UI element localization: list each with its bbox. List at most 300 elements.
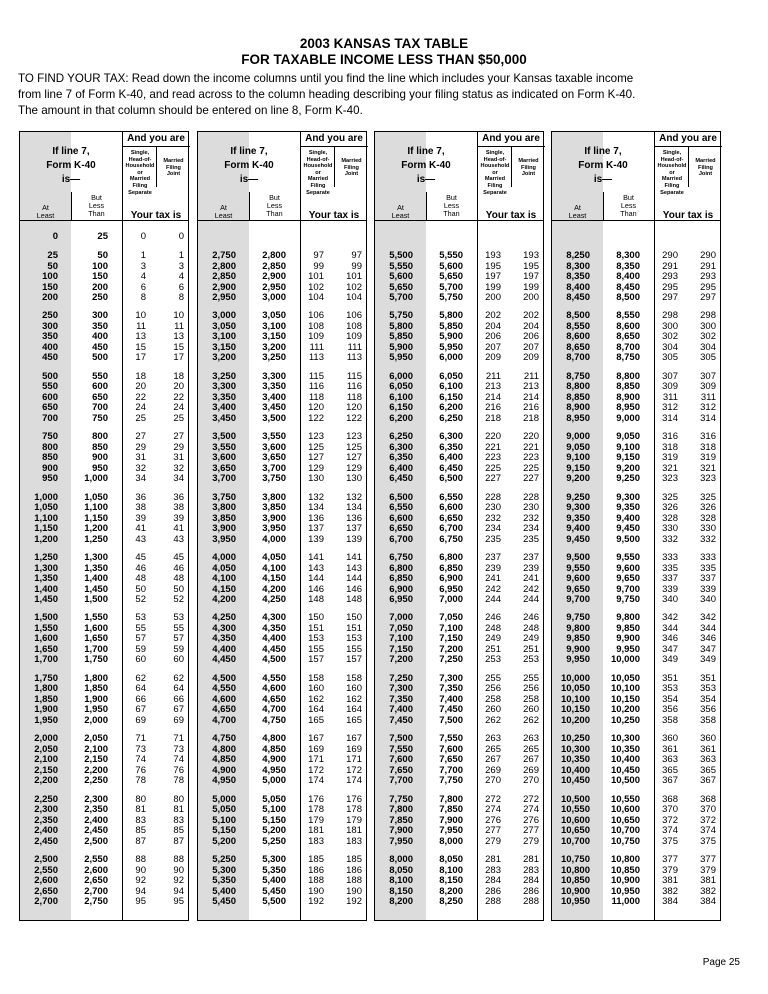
at-least-value: 3,150 — [212, 341, 236, 353]
less-than-value: 9,350 — [616, 502, 640, 514]
less-than-value: 3,000 — [262, 292, 286, 303]
married-tax-value: 255 — [523, 672, 539, 684]
table-row — [198, 574, 366, 585]
at-least-value: 10,700 — [560, 835, 590, 847]
less-than-value: 9,800 — [616, 612, 640, 624]
at-least-value: 9,450 — [566, 533, 590, 545]
single-tax-value: 272 — [485, 793, 501, 805]
married-tax-value: 374 — [700, 825, 716, 837]
married-tax-value: 102 — [346, 281, 362, 293]
married-tax-value: 29 — [173, 441, 184, 453]
table-row — [375, 837, 543, 848]
less-than-value: 10,850 — [610, 864, 640, 876]
less-than-value: 5,400 — [262, 875, 286, 886]
header-single-text: or — [315, 169, 321, 176]
less-than-value: 6,950 — [439, 583, 463, 595]
single-tax-value: 148 — [308, 594, 324, 605]
less-than-value: 7,250 — [439, 654, 463, 666]
less-than-value: 9,000 — [616, 412, 640, 424]
single-tax-value: 137 — [308, 523, 324, 535]
single-tax-value: 162 — [308, 693, 324, 705]
single-tax-value: 153 — [308, 633, 324, 645]
less-than-value: 3,950 — [262, 523, 286, 535]
married-tax-value: 211 — [523, 370, 539, 382]
header-single-text: Household — [480, 163, 510, 170]
single-tax-value: 67 — [135, 704, 146, 716]
single-tax-value: 38 — [135, 502, 146, 514]
less-than-value: 3,800 — [262, 491, 286, 503]
less-than-value: 8,800 — [616, 370, 640, 382]
table-row — [198, 553, 366, 564]
at-least-value: 1,500 — [34, 612, 58, 624]
tax-table — [374, 131, 544, 921]
single-tax-value: 304 — [662, 341, 678, 353]
single-tax-value: 267 — [485, 754, 501, 766]
married-tax-value: 83 — [173, 814, 184, 826]
header-single-text: Filing — [132, 182, 148, 189]
single-tax-value: 293 — [662, 271, 678, 282]
married-tax-value: 284 — [523, 875, 539, 886]
single-tax-value: 248 — [485, 622, 501, 634]
married-tax-value: 199 — [523, 281, 539, 293]
at-least-value: 8,500 — [566, 310, 590, 322]
married-tax-value: 221 — [523, 441, 539, 453]
less-than-value: 6,600 — [439, 502, 463, 514]
document-subtitle: FOR TAXABLE INCOME LESS THAN $50,000 — [241, 52, 527, 67]
less-than-value: 3,900 — [262, 512, 286, 524]
single-tax-value: 81 — [135, 804, 146, 816]
less-than-value: 7,600 — [439, 743, 463, 755]
at-least-value: 5,850 — [389, 331, 413, 343]
header-single-text: Separate — [483, 189, 507, 196]
at-least-value: 7,600 — [389, 754, 413, 766]
at-least-value: 6,250 — [389, 431, 413, 443]
less-than-value: 3,350 — [262, 381, 286, 393]
less-than-value: 6,750 — [439, 533, 463, 545]
at-least-value: 7,000 — [389, 612, 413, 624]
married-tax-value: 111 — [347, 341, 362, 353]
married-tax-value: 76 — [173, 764, 184, 776]
married-tax-value: 272 — [523, 793, 539, 805]
less-than-value: 7,100 — [439, 622, 463, 634]
less-than-value: 2,200 — [84, 764, 108, 776]
single-tax-value: 87 — [135, 835, 146, 847]
less-than-value: 300 — [92, 310, 108, 322]
single-tax-value: 356 — [662, 704, 678, 716]
at-least-value: 4,950 — [212, 775, 236, 787]
single-tax-value: 157 — [308, 654, 324, 666]
less-than-value: 3,200 — [262, 341, 286, 353]
single-tax-value: 22 — [135, 391, 146, 403]
married-tax-value: 281 — [523, 854, 539, 865]
married-tax-value: 171 — [346, 754, 362, 766]
single-tax-value: 207 — [485, 341, 501, 353]
header-at-least-text: Least — [214, 211, 233, 220]
single-tax-value: 83 — [135, 814, 146, 826]
less-than-value: 4,350 — [262, 622, 286, 634]
married-tax-value: 50 — [173, 583, 184, 595]
single-tax-value: 39 — [135, 512, 146, 524]
at-least-value: 10,600 — [560, 814, 590, 826]
less-than-value: 2,450 — [84, 825, 108, 837]
table-row — [198, 876, 366, 887]
at-least-value: 2,150 — [34, 764, 58, 776]
single-tax-value: 185 — [308, 854, 324, 865]
single-tax-value: 102 — [308, 281, 324, 293]
single-tax-value: 295 — [662, 281, 678, 293]
married-tax-value: 162 — [346, 693, 362, 705]
table-row — [375, 251, 543, 262]
at-least-value: 10,500 — [560, 793, 590, 805]
less-than-value: 7,950 — [439, 825, 463, 837]
married-tax-value: 279 — [523, 835, 539, 847]
single-tax-value: 13 — [135, 331, 146, 343]
less-than-value: 8,000 — [439, 835, 463, 847]
single-tax-value: 375 — [662, 835, 678, 847]
at-least-value: 5,150 — [212, 825, 236, 837]
married-tax-value: 80 — [173, 793, 184, 805]
less-than-value: 10,100 — [610, 683, 640, 695]
at-least-value: 10,150 — [560, 704, 590, 716]
married-tax-value: 1 — [178, 250, 184, 261]
at-least-value: 5,350 — [212, 875, 236, 886]
single-tax-value: 363 — [662, 754, 678, 766]
married-tax-value: 242 — [523, 583, 539, 595]
at-least-value: 450 — [42, 352, 58, 364]
header-at-least — [552, 204, 603, 220]
single-tax-value: 123 — [308, 431, 324, 443]
married-tax-value: 155 — [346, 643, 362, 655]
table-row — [375, 595, 543, 606]
married-tax-value: 59 — [173, 643, 184, 655]
single-tax-value: 6 — [140, 281, 146, 293]
married-tax-value: 228 — [523, 491, 539, 503]
table-row — [20, 876, 188, 887]
single-tax-value: 146 — [308, 583, 324, 595]
married-tax-value: 134 — [346, 502, 362, 514]
single-tax-value: 50 — [135, 583, 146, 595]
single-tax-value: 339 — [662, 583, 678, 595]
single-tax-value: 365 — [662, 764, 678, 776]
married-tax-value: 122 — [346, 412, 362, 424]
married-tax-value: 181 — [346, 825, 362, 837]
less-than-value: 1,050 — [84, 491, 108, 503]
single-tax-value: 25 — [135, 412, 146, 424]
less-than-value: 7,750 — [439, 775, 463, 787]
married-tax-value: 291 — [700, 260, 716, 272]
less-than-value: 2,000 — [84, 714, 108, 726]
less-than-value: 10,650 — [610, 814, 640, 826]
less-than-value: 4,700 — [262, 704, 286, 716]
at-least-value: 2,800 — [212, 260, 236, 272]
header-but-less-text: Less — [443, 201, 460, 210]
less-than-value: 5,100 — [262, 804, 286, 816]
less-than-value: 10,900 — [610, 875, 640, 886]
less-than-value: 1,850 — [84, 683, 108, 695]
married-tax-value: 174 — [346, 775, 362, 787]
header-your-tax-is: Your tax is — [130, 210, 182, 221]
married-tax-value: 41 — [173, 523, 184, 535]
table-row — [198, 535, 366, 546]
single-tax-value: 17 — [135, 352, 146, 364]
married-tax-value: 116 — [346, 381, 362, 393]
single-tax-value: 321 — [662, 462, 678, 474]
at-least-value: 2,550 — [34, 864, 58, 876]
married-tax-value: 232 — [523, 512, 539, 524]
married-tax-value: 115 — [346, 370, 362, 382]
less-than-value: 7,050 — [439, 612, 463, 624]
header-married-joint — [689, 158, 722, 178]
less-than-value: 2,600 — [84, 864, 108, 876]
less-than-value: 5,350 — [262, 864, 286, 876]
at-least-value: 5,050 — [212, 804, 236, 816]
less-than-value: 10,300 — [610, 733, 640, 745]
married-tax-value: 137 — [346, 523, 362, 535]
single-tax-value: 125 — [308, 441, 324, 453]
at-least-value: 3,750 — [212, 491, 236, 503]
single-tax-value: 43 — [135, 533, 146, 545]
header-and-you-are: And you are — [305, 133, 363, 144]
header-single-text: Household — [125, 163, 155, 170]
header-single-text: Head-of- — [128, 156, 152, 163]
table-row — [20, 272, 188, 283]
married-tax-value: 6 — [178, 281, 184, 293]
header-but-less-text: But — [446, 193, 457, 202]
less-than-value: 9,900 — [616, 633, 640, 645]
single-tax-value: 172 — [308, 764, 324, 776]
header-if-line — [198, 145, 300, 187]
less-than-value: 900 — [92, 452, 108, 464]
single-tax-value: 330 — [662, 523, 678, 535]
at-least-value: 2,450 — [34, 835, 58, 847]
less-than-value: 2,950 — [262, 281, 286, 293]
header-and-you-are: And you are — [482, 133, 540, 144]
married-tax-value: 328 — [700, 512, 716, 524]
single-tax-value: 134 — [308, 502, 324, 514]
header-if-line-text: If line 7, — [407, 146, 445, 157]
married-tax-value: 4 — [178, 271, 184, 282]
single-tax-value: 106 — [308, 310, 324, 322]
less-than-value: 6,800 — [439, 552, 463, 563]
married-tax-value: 179 — [346, 814, 362, 826]
at-least-value: 4,600 — [212, 693, 236, 705]
header-if-line-text: is— — [593, 174, 613, 185]
married-tax-value: 190 — [346, 885, 362, 897]
single-tax-value: 260 — [485, 704, 501, 716]
single-tax-value: 382 — [662, 885, 678, 897]
header-if-line-text: If line 7, — [52, 146, 90, 157]
table-row — [198, 716, 366, 727]
less-than-value: 5,900 — [439, 331, 463, 343]
at-least-value: 3,300 — [212, 381, 236, 393]
married-tax-value: 53 — [173, 612, 184, 624]
header-if-line-text: Form K-40 — [46, 160, 96, 171]
married-tax-value: 192 — [346, 896, 362, 907]
header-but-less-than — [249, 194, 300, 218]
married-tax-value: 158 — [346, 672, 362, 684]
single-tax-value: 104 — [308, 292, 324, 303]
married-tax-value: 24 — [173, 402, 184, 414]
less-than-value: 1,750 — [84, 654, 108, 666]
married-tax-value: 353 — [700, 683, 716, 695]
at-least-value: 8,700 — [566, 352, 590, 364]
header-at-least — [20, 204, 71, 220]
married-tax-value: 351 — [700, 672, 716, 684]
married-tax-value: 136 — [346, 512, 362, 524]
table-row — [552, 716, 720, 727]
header-if-line-text: is— — [239, 174, 259, 185]
at-least-value: 1,200 — [34, 533, 58, 545]
at-least-value: 6,300 — [389, 441, 413, 453]
less-than-value: 10,800 — [610, 854, 640, 865]
single-tax-value: 120 — [308, 402, 324, 414]
less-than-value: 4,250 — [262, 594, 286, 605]
less-than-value: 7,650 — [439, 754, 463, 766]
married-tax-value: 10 — [173, 310, 184, 322]
less-than-value: 8,950 — [616, 402, 640, 414]
married-tax-value: 118 — [346, 391, 362, 403]
header-but-less-text: But — [91, 193, 102, 202]
less-than-value: 8,200 — [439, 885, 463, 897]
header-single-text: Household — [657, 163, 687, 170]
single-tax-value: 116 — [308, 381, 324, 393]
less-than-value: 8,900 — [616, 391, 640, 403]
less-than-value: 150 — [92, 271, 108, 282]
header-but-less-text: Than — [443, 209, 460, 218]
married-tax-value: 382 — [700, 885, 716, 897]
married-tax-value: 312 — [700, 402, 716, 414]
at-least-value: 5,250 — [212, 854, 236, 865]
at-least-value: 5,100 — [212, 814, 236, 826]
single-tax-value: 384 — [662, 896, 678, 907]
header-and-you-are: And you are — [659, 133, 717, 144]
at-least-value: 1,550 — [34, 622, 58, 634]
less-than-value: 2,550 — [84, 854, 108, 865]
less-than-value: 4,900 — [262, 754, 286, 766]
at-least-value: 8,000 — [389, 854, 413, 865]
at-least-value: 9,700 — [566, 594, 590, 605]
less-than-value: 10,350 — [610, 743, 640, 755]
less-than-value: 9,300 — [616, 491, 640, 503]
single-tax-value: 314 — [662, 412, 678, 424]
less-than-value: 3,850 — [262, 502, 286, 514]
married-tax-value: 209 — [523, 352, 539, 364]
table-row — [20, 574, 188, 585]
single-tax-value: 155 — [308, 643, 324, 655]
at-least-value: 4,350 — [212, 633, 236, 645]
table-row — [198, 655, 366, 666]
header-if-line-text: If line 7, — [230, 146, 268, 157]
less-than-value: 1,450 — [84, 583, 108, 595]
less-than-value: 1,650 — [84, 633, 108, 645]
single-tax-value: 41 — [135, 523, 146, 535]
married-tax-value: 241 — [523, 573, 539, 584]
married-tax-value: 60 — [173, 654, 184, 666]
at-least-value: 1,750 — [34, 672, 58, 684]
header-single-status — [301, 150, 335, 196]
at-least-value: 7,500 — [389, 733, 413, 745]
less-than-value: 450 — [92, 341, 108, 353]
married-tax-value: 342 — [700, 612, 716, 624]
married-tax-value: 269 — [523, 764, 539, 776]
at-least-value: 1,900 — [34, 704, 58, 716]
page-number: Page 25 — [702, 957, 740, 968]
married-tax-value: 141 — [346, 552, 362, 563]
single-tax-value: 349 — [662, 654, 678, 666]
single-tax-value: 181 — [308, 825, 324, 837]
less-than-value: 4,800 — [262, 733, 286, 745]
married-tax-value: 297 — [700, 292, 716, 303]
married-tax-value: 43 — [173, 533, 184, 545]
married-tax-value: 295 — [700, 281, 716, 293]
less-than-value: 4,550 — [262, 672, 286, 684]
at-least-value: 2,950 — [212, 292, 236, 303]
less-than-value: 50 — [97, 250, 108, 261]
at-least-value: 4,800 — [212, 743, 236, 755]
at-least-value: 10,200 — [560, 714, 590, 726]
header-married-joint — [157, 158, 190, 178]
single-tax-value: 370 — [662, 804, 678, 816]
single-tax-value: 15 — [135, 341, 146, 353]
single-tax-value: 347 — [662, 643, 678, 655]
single-tax-value: 141 — [308, 552, 324, 563]
married-tax-value: 48 — [173, 573, 184, 584]
single-tax-value: 284 — [485, 875, 501, 886]
married-tax-value: 248 — [523, 622, 539, 634]
less-than-value: 200 — [92, 281, 108, 293]
single-tax-value: 307 — [662, 370, 678, 382]
single-tax-value: 53 — [135, 612, 146, 624]
married-tax-value: 92 — [173, 875, 184, 886]
table-row — [20, 474, 188, 485]
less-than-value: 2,150 — [84, 754, 108, 766]
married-tax-value: 186 — [346, 864, 362, 876]
less-than-value: 10,050 — [610, 672, 640, 684]
header-single-text: Separate — [306, 189, 330, 196]
married-tax-value: 20 — [173, 381, 184, 393]
table-row — [375, 776, 543, 787]
married-tax-value: 214 — [523, 391, 539, 403]
married-tax-value: 97 — [351, 250, 362, 261]
single-tax-value: 20 — [135, 381, 146, 393]
single-tax-value: 323 — [662, 473, 678, 485]
at-least-value: 3,950 — [212, 533, 236, 545]
at-least-value: 6,100 — [389, 391, 413, 403]
less-than-value: 2,100 — [84, 743, 108, 755]
less-than-value: 6,050 — [439, 370, 463, 382]
at-least-value: 6,950 — [389, 594, 413, 605]
less-than-value: 4,300 — [262, 612, 286, 624]
at-least-value: 3,350 — [212, 391, 236, 403]
at-least-value: 10,250 — [560, 733, 590, 745]
married-tax-value: 337 — [700, 573, 716, 584]
single-tax-value: 3 — [140, 260, 146, 272]
header-single-text: or — [669, 169, 675, 176]
table-row — [552, 474, 720, 485]
less-than-value: 9,850 — [616, 622, 640, 634]
married-tax-value: 263 — [523, 733, 539, 745]
married-tax-value: 27 — [173, 431, 184, 443]
less-than-value: 10,600 — [610, 804, 640, 816]
married-tax-value: 361 — [700, 743, 716, 755]
single-tax-value: 99 — [313, 260, 324, 272]
at-least-value: 1,450 — [34, 594, 58, 605]
single-tax-value: 178 — [308, 804, 324, 816]
less-than-value: 1,250 — [84, 533, 108, 545]
less-than-value: 1,700 — [84, 643, 108, 655]
single-tax-value: 151 — [308, 622, 324, 634]
at-least-value: 4,750 — [212, 733, 236, 745]
